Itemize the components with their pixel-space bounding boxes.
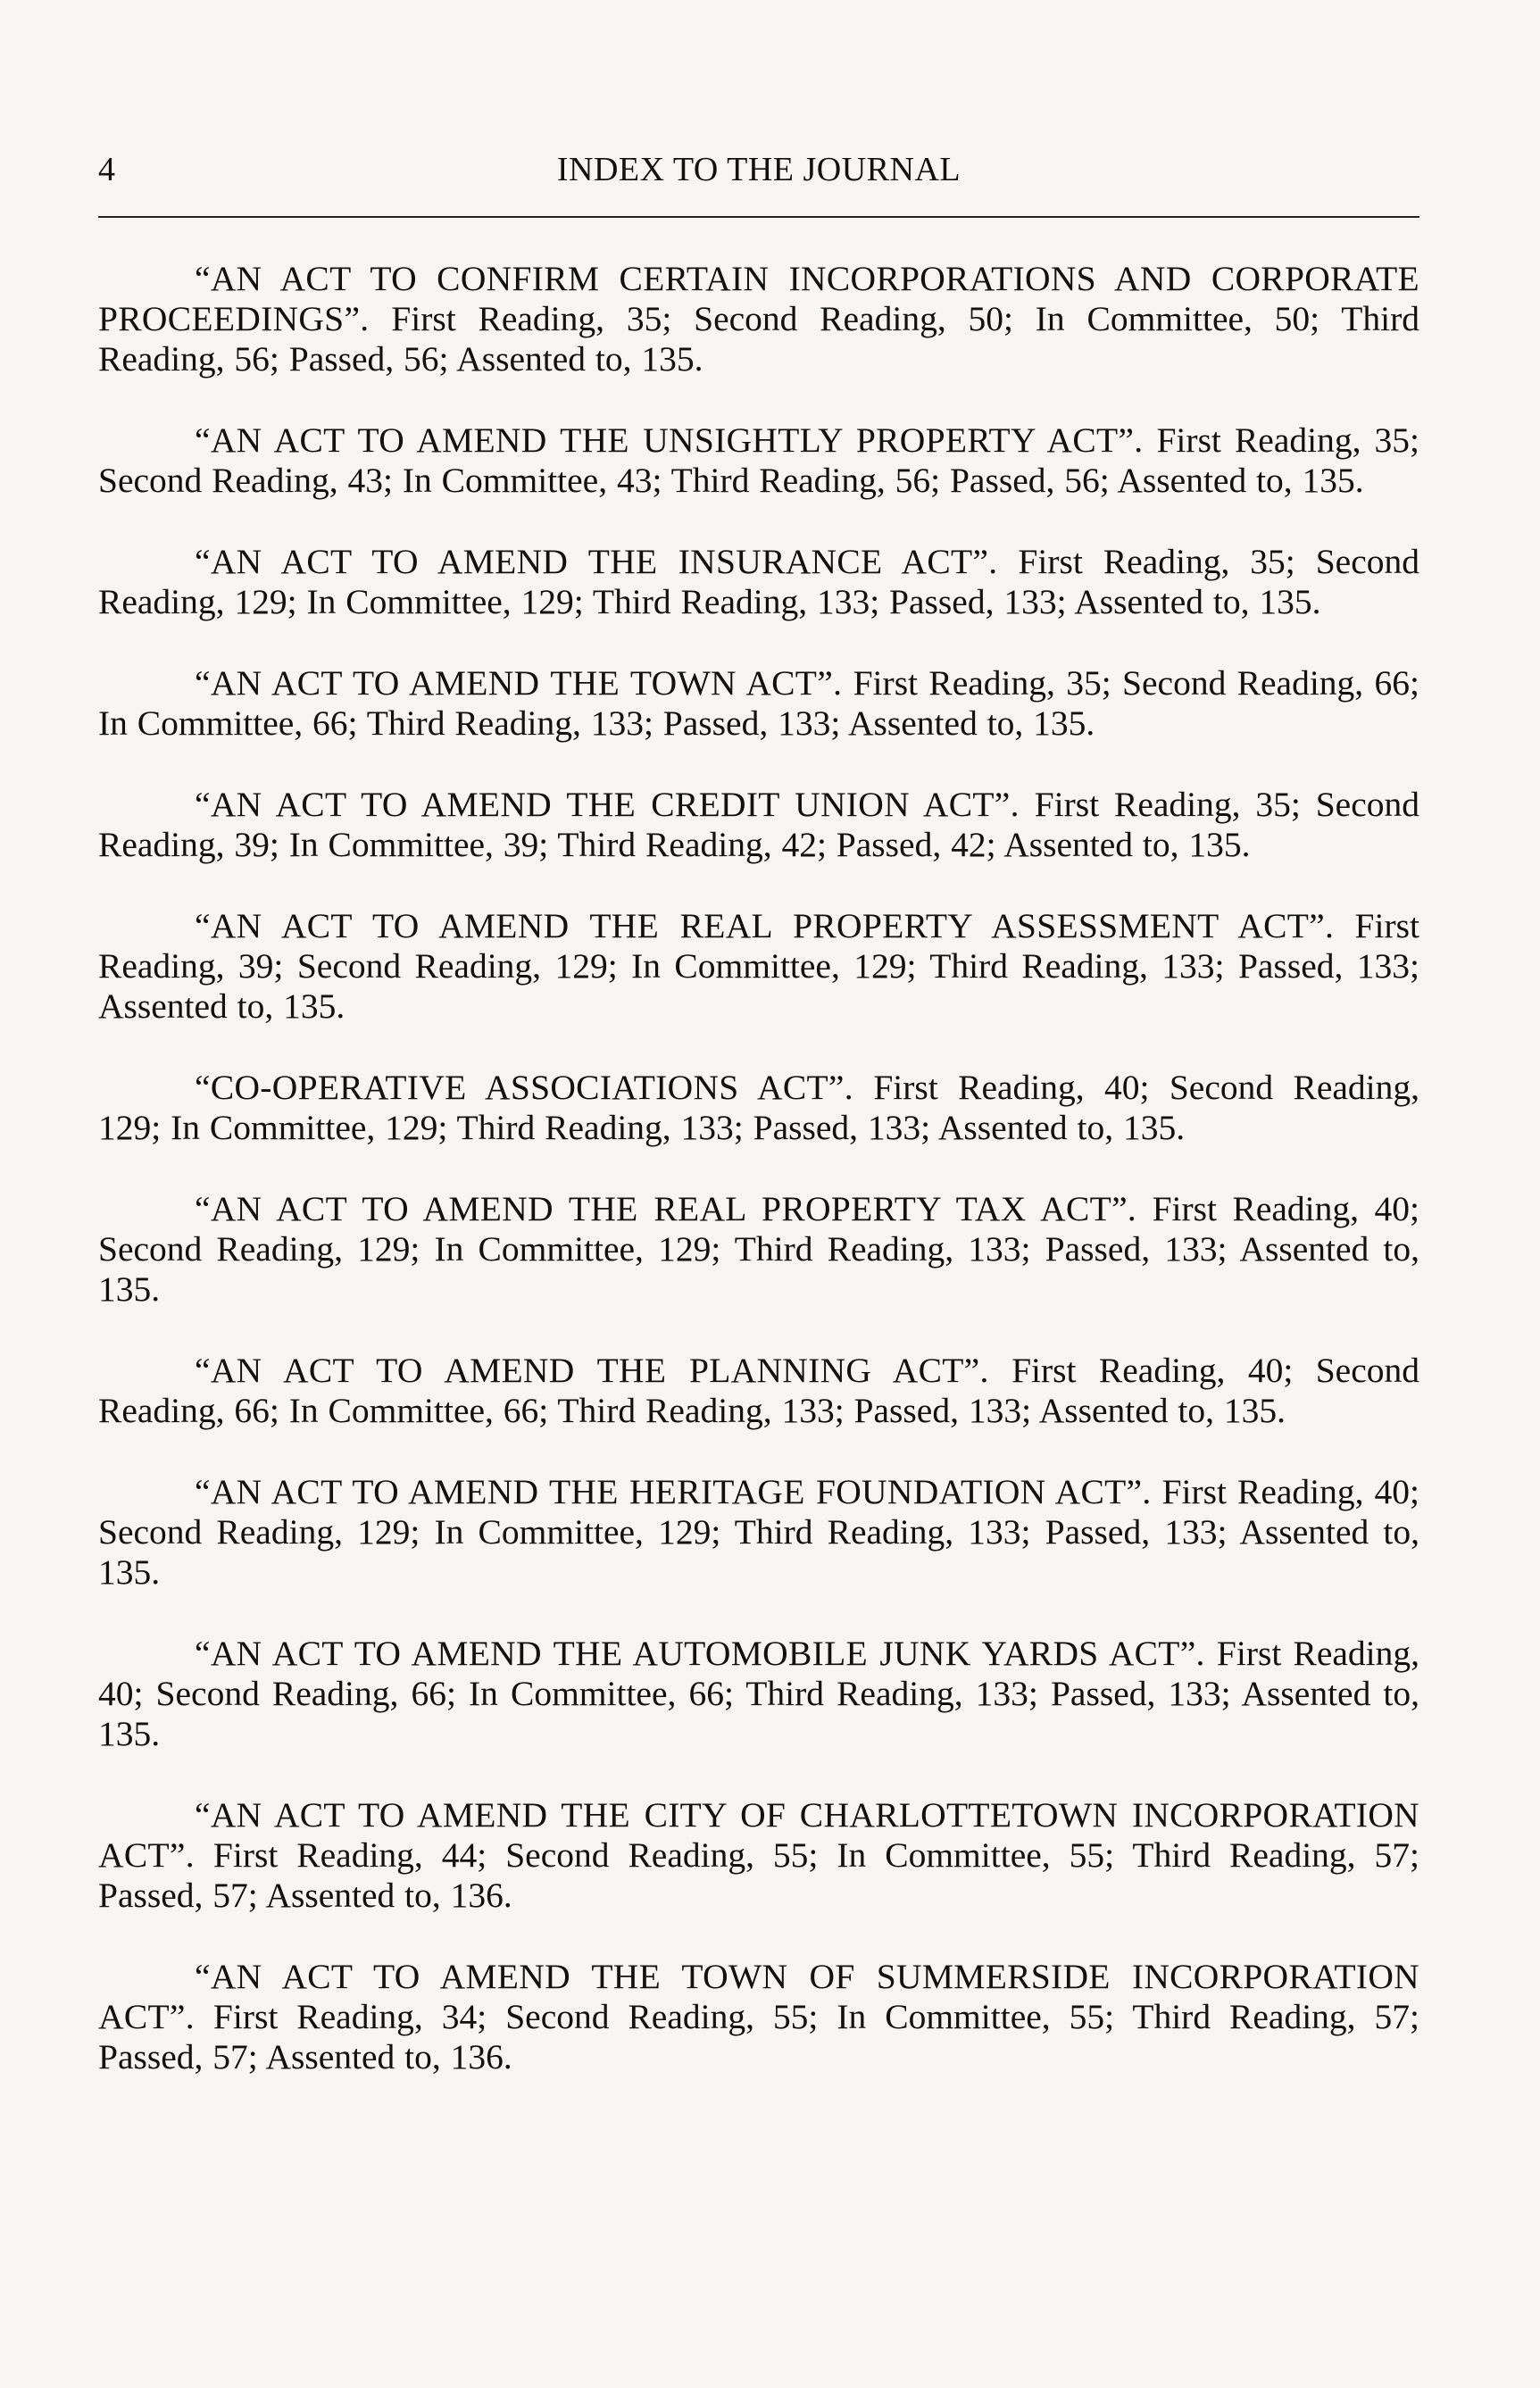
index-entry (98, 1472, 1419, 1593)
act-readings: First Reading, 44; Second Reading, 55; In Committee, 55; Third Reading, 57; Passed, 57; Assented to, 136. (98, 1835, 1419, 1915)
header-rule (98, 216, 1419, 218)
act-readings: First Reading, 35; Second Reading, 43; In Committee, 43; Third Reading, 56; Passed, 56; Assented to, 135. (98, 420, 1419, 500)
act-readings: First Reading, 35; Second Reading, 50; In Committee, 50; Third Reading, 56; Passed, 56; Assented to, 135. (98, 299, 1419, 379)
index-entry (98, 259, 1419, 379)
act-title: “AN ACT TO AMEND THE HERITAGE FOUNDATION ACT”. (195, 1472, 1152, 1511)
act-title: “AN ACT TO AMEND THE AUTOMOBILE JUNK YARDS ACT”. (195, 1634, 1205, 1673)
running-title: INDEX TO THE JOURNAL (556, 151, 961, 188)
act-readings: First Reading, 35; Second Reading, 129; In Committee, 129; Third Reading, 133; Passed, 133; Assented to, 135. (98, 542, 1419, 621)
act-title: “AN ACT TO AMEND THE INSURANCE ACT”. (195, 542, 998, 581)
act-title: “AN ACT TO AMEND THE PLANNING ACT”. (195, 1351, 989, 1390)
act-readings: First Reading, 39; Second Reading, 129; In Committee, 129; Third Reading, 133; Passed, 133; Assented to, 135. (98, 906, 1419, 1026)
act-readings: First Reading, 40; Second Reading, 66; In Committee, 66; Third Reading, 133; Passed, 133; Assented to, 135. (98, 1351, 1419, 1430)
act-title: “CO-OPERATIVE ASSOCIATIONS ACT”. (195, 1068, 853, 1107)
page-header (98, 143, 1419, 196)
index-entry (98, 1351, 1419, 1431)
index-entry (98, 785, 1419, 865)
index-entries (98, 259, 1419, 2118)
page-number: 4 (98, 151, 115, 188)
index-entry (98, 906, 1419, 1027)
act-readings: First Reading, 34; Second Reading, 55; In Committee, 55; Third Reading, 57; Passed, 57; Assented to, 136. (98, 1997, 1419, 2076)
act-title: “AN ACT TO AMEND THE TOWN OF SUMMERSIDE INCORPORATION ACT”. (98, 1957, 1419, 2036)
act-readings: First Reading, 40; Second Reading, 129; In Committee, 129; Third Reading, 133; Passed, 133; Assented to, 135. (98, 1472, 1419, 1592)
act-readings: First Reading, 40; Second Reading, 129; In Committee, 129; Third Reading, 133; Passed, 133; Assented to, 135. (98, 1189, 1419, 1309)
index-entry (98, 1068, 1419, 1148)
act-title: “AN ACT TO AMEND THE REAL PROPERTY TAX ACT”. (195, 1189, 1137, 1228)
index-entry (98, 542, 1419, 622)
index-entry (98, 420, 1419, 501)
index-entry (98, 1634, 1419, 1754)
act-title: “AN ACT TO AMEND THE CREDIT UNION ACT”. (195, 785, 1020, 824)
act-title: “AN ACT TO AMEND THE UNSIGHTLY PROPERTY ACT”. (195, 420, 1144, 460)
act-title: “AN ACT TO CONFIRM CERTAIN INCORPORATIONS AND CORPORATE PROCEEDINGS”. (98, 259, 1419, 338)
act-readings: First Reading, 40; Second Reading, 129; In Committee, 129; Third Reading, 133; Passed, 133; Assented to, 135. (98, 1068, 1420, 1147)
index-entry (98, 1957, 1419, 2077)
act-title: “AN ACT TO AMEND THE REAL PROPERTY ASSESSMENT ACT”. (195, 906, 1335, 945)
act-readings: First Reading, 40; Second Reading, 66; In Committee, 66; Third Reading, 133; Passed, 133; Assented to, 135. (98, 1634, 1419, 1753)
act-readings: First Reading, 35; Second Reading, 66; In Committee, 66; Third Reading, 133; Passed, 133; Assented to, 135. (98, 663, 1419, 743)
index-entry (98, 1189, 1419, 1310)
act-title: “AN ACT TO AMEND THE CITY OF CHARLOTTETOWN INCORPORATION ACT”. (98, 1795, 1419, 1875)
act-title: “AN ACT TO AMEND THE TOWN ACT”. (195, 663, 843, 703)
act-readings: First Reading, 35; Second Reading, 39; In Committee, 39; Third Reading, 42; Passed, 42; Assented to, 135. (98, 785, 1419, 864)
index-entry (98, 1795, 1419, 1916)
index-entry (98, 663, 1419, 744)
